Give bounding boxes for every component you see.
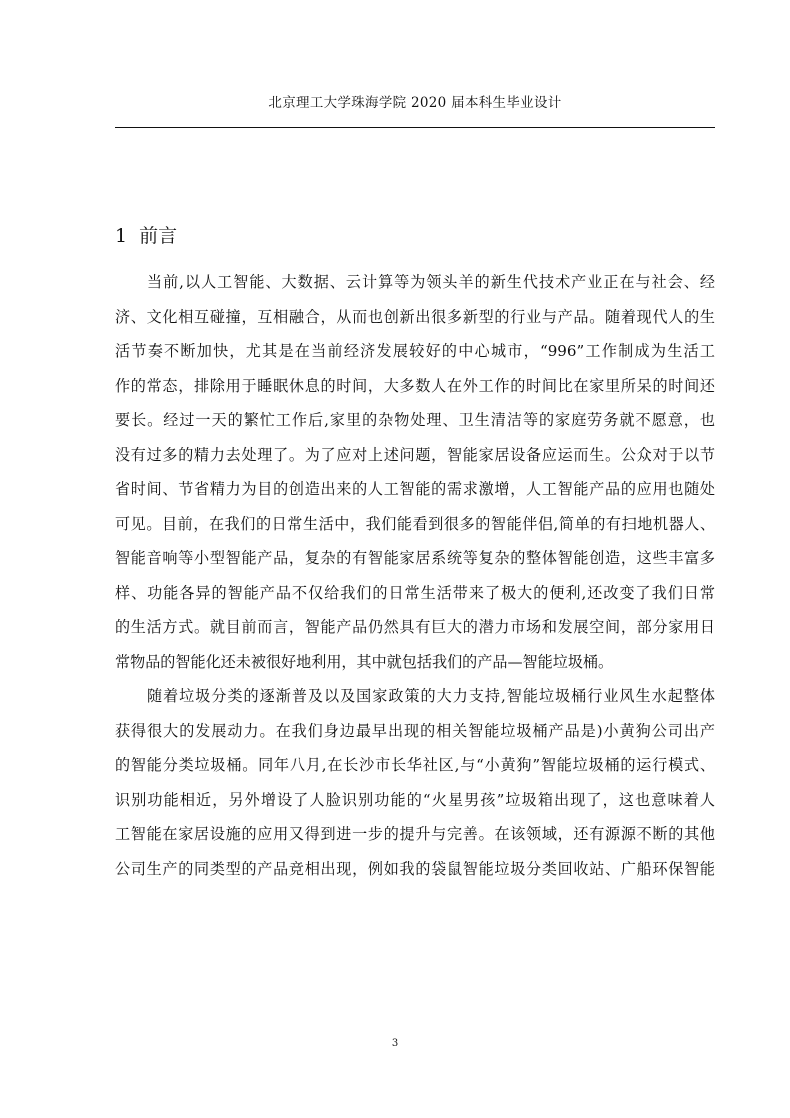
running-header: 北京理工大学珠海学院 2020 届本科生毕业设计: [268, 95, 562, 111]
paragraph-line: 可见。目前，在我们的日常生活中，我们能看到很多的智能伴侣,简单的有扫地机器人、: [115, 514, 715, 533]
paragraph-line: 获得很大的发展动力。在我们身边最早出现的相关智能垃圾桶产品是)小黄狗公司出产: [115, 721, 715, 740]
paragraph-line: 识别功能相近，另外增设了人脸识别功能的“火星男孩”垃圾箱出现了，这也意味着人: [115, 790, 715, 809]
paragraph-line: 常物品的智能化还未被很好地利用，其中就包括我们的产品—智能垃圾桶。: [115, 652, 614, 671]
header-rule: [115, 127, 715, 128]
section-heading: 1 前言: [115, 225, 178, 247]
paragraph-line: 没有过多的精力去处理了。为了应对上述问题，智能家居设备应运而生。公众对于以节: [115, 445, 715, 464]
paragraph-line: 随着垃圾分类的逐渐普及以及国家政策的大力支持,智能垃圾桶行业风生水起整体: [147, 687, 715, 705]
paragraph-line: 工智能在家居设施的应用又得到进一步的提升与完善。在该领域，还有源源不断的其他: [115, 825, 715, 843]
paragraph-line: 当前,以人工智能、大数据、云计算等为领头羊的新生代技术产业正在与社会、经: [147, 273, 715, 291]
paragraph-line: 公司生产的同类型的产品竞相出现，例如我的袋鼠智能垃圾分类回收站、广船环保智能: [115, 859, 715, 878]
paragraph-line: 要长。经过一天的繁忙工作后,家里的杂物处理、卫生清洁等的家庭劳务就不愿意，也: [115, 411, 715, 429]
paragraph-line: 智能音响等小型智能产品，复杂的有智能家居系统等复杂的整体智能创造，这些丰富多: [115, 549, 715, 567]
paragraph-line: 济、文化相互碰撞，互相融合，从而也创新出很多新型的行业与产品。随着现代人的生: [115, 307, 715, 326]
paragraph-line: 样、功能各异的智能产品不仅给我们的日常生活带来了极大的便利,还改变了我们日常: [115, 583, 715, 602]
paragraph-line: 的智能分类垃圾桶。同年八月,在长沙市长华社区,与“小黄狗”智能垃圾桶的运行模式、: [115, 756, 715, 774]
paragraph-line: 的生活方式。就目前而言，智能产品仍然具有巨大的潜力市场和发展空间，部分家用日: [115, 618, 715, 636]
paragraph-line: 活节奏不断加快，尤其是在当前经济发展较好的中心城市，“996”工作制成为生活工: [115, 342, 715, 360]
paragraph-line: 省时间、节省精力为目的创造出来的人工智能的需求激增，人工智能产品的应用也随处: [115, 480, 715, 498]
page-number: 3: [391, 1038, 399, 1049]
paragraph-line: 作的常态，排除用于睡眠休息的时间，大多数人在外工作的时间比在家里所呆的时间还: [115, 376, 715, 395]
